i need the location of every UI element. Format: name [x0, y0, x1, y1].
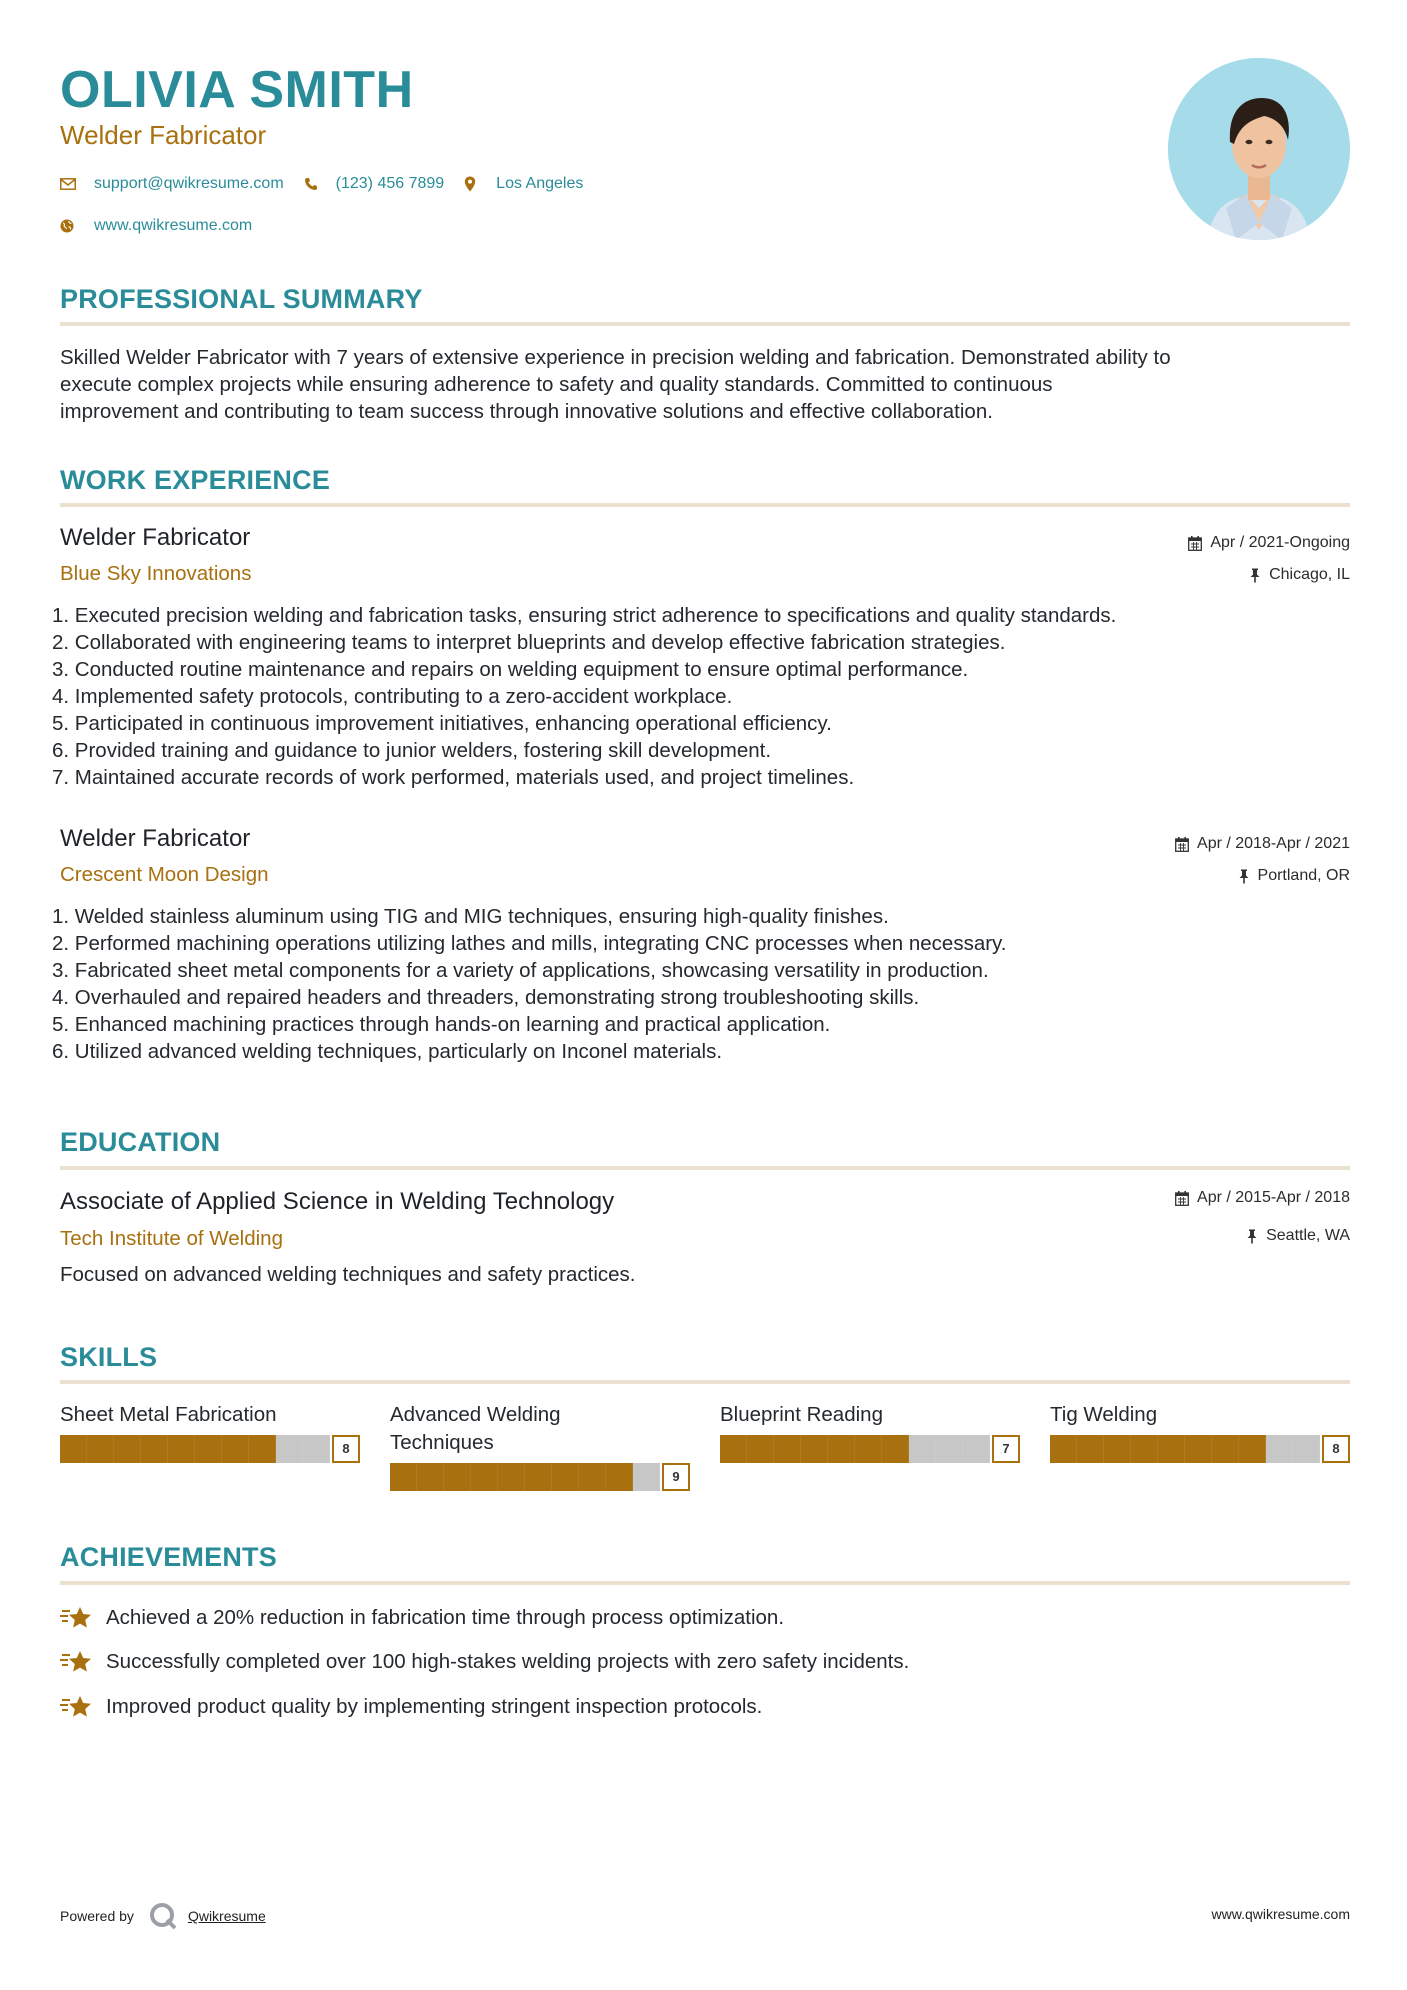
star-award-icon: [60, 1649, 94, 1675]
skill-item: [60, 1401, 360, 1463]
job-dates: Apr / 2018-Apr / 2021: [1175, 834, 1350, 854]
skill-bar-segment: [195, 1435, 222, 1463]
skill-item: [390, 1401, 690, 1491]
skill-bar-segment: [249, 1435, 276, 1463]
footer-powered-by: Powered by Qwikresume: [60, 1901, 266, 1931]
profile-photo: [1168, 58, 1350, 240]
skill-rating-value: 8: [1322, 1435, 1350, 1463]
qwikresume-link[interactable]: Qwikresume: [187, 1908, 266, 1924]
skill-bar-segment: [963, 1435, 990, 1463]
pushpin-icon: [1249, 568, 1261, 583]
skill-bar-segment: [114, 1435, 141, 1463]
skills-heading: SKILLS: [60, 1342, 158, 1372]
list-item: 4. Implemented safety protocols, contributing to a zero-accident workplace.: [52, 685, 733, 708]
section-divider: [60, 1380, 1350, 1384]
skill-bar-segment: [1131, 1435, 1158, 1463]
list-item: 7. Maintained accurate records of work performed, materials used, and project timelines.: [52, 766, 855, 789]
website-row: [60, 215, 252, 237]
location-text: Los Angeles: [496, 175, 584, 192]
skill-bar-track: [720, 1435, 990, 1463]
achievements-heading: ACHIEVEMENTS: [60, 1542, 277, 1572]
achievement-item: Improved product quality by implementing stringent inspection protocols.: [60, 1693, 762, 1721]
skill-bar-segment: [60, 1435, 87, 1463]
skill-rating-value: 7: [992, 1435, 1020, 1463]
skill-bar-segment: [444, 1463, 471, 1491]
skill-bar-segment: [828, 1435, 855, 1463]
candidate-role: Welder Fabricator: [60, 120, 267, 150]
list-item: 6. Utilized advanced welding techniques, particularly on Inconel materials.: [52, 1040, 723, 1063]
skill-bar-segment: [1239, 1435, 1266, 1463]
skill-bar-segment: [1104, 1435, 1131, 1463]
calendar-icon: [1188, 536, 1202, 551]
skill-bar-segment: [720, 1435, 747, 1463]
skill-bar-segment: [417, 1463, 444, 1491]
education-heading: EDUCATION: [60, 1127, 221, 1157]
skill-bar-segment: [936, 1435, 963, 1463]
skill-bar-segment: [141, 1435, 168, 1463]
skill-bar-segment: [222, 1435, 249, 1463]
degree-title: Associate of Applied Science in Welding Technology: [60, 1188, 615, 1215]
skill-rating-bar: [60, 1435, 360, 1463]
skill-rating-bar: [720, 1435, 1020, 1463]
calendar-icon: [1175, 837, 1189, 852]
skill-bar-segment: [525, 1463, 552, 1491]
list-item: 5. Participated in continuous improvement initiatives, enhancing operational efficiency.: [52, 712, 832, 735]
skill-label: Advanced Welding Techniques: [390, 1403, 561, 1454]
experience-heading: WORK EXPERIENCE: [60, 465, 331, 495]
skill-rating-bar: [390, 1463, 690, 1491]
skill-item: [1050, 1401, 1350, 1463]
pushpin-icon: [1246, 1229, 1258, 1244]
candidate-name: OLIVIA SMITH: [60, 61, 414, 119]
skill-bar-segment: [303, 1435, 330, 1463]
skill-bar-segment: [1185, 1435, 1212, 1463]
star-award-icon: [60, 1605, 94, 1631]
email-link[interactable]: support@qwikresume.com: [94, 175, 284, 192]
qwikresume-logo-icon: [148, 1901, 178, 1931]
skill-rating-value: 8: [332, 1435, 360, 1463]
list-item: 6. Provided training and guidance to junior welders, fostering skill development.: [52, 739, 772, 762]
education-location: Seattle, WA: [1246, 1226, 1350, 1246]
summary-heading: PROFESSIONAL SUMMARY: [60, 284, 423, 314]
list-item: 5. Enhanced machining practices through hands-on learning and practical application.: [52, 1013, 831, 1036]
skill-bar-segment: [855, 1435, 882, 1463]
skill-bar-segment: [774, 1435, 801, 1463]
skill-bar-track: [60, 1435, 330, 1463]
skill-bar-segment: [882, 1435, 909, 1463]
list-item: 3. Fabricated sheet metal components for a variety of applications, showcasing versatility in production.: [52, 959, 989, 982]
skill-bar-segment: [909, 1435, 936, 1463]
job-dates: Apr / 2021-Ongoing: [1188, 533, 1350, 553]
phone-text[interactable]: (123) 456 7899: [335, 175, 445, 192]
skill-label: Blueprint Reading: [720, 1403, 883, 1426]
job-company: Crescent Moon Design: [60, 863, 269, 886]
globe-icon: [60, 219, 74, 233]
job-bullets: [52, 602, 1352, 791]
skill-bar-track: [390, 1463, 660, 1491]
summary-line: execute complex projects while ensuring adherence to safety and quality standards. Committed to continuous: [60, 373, 1053, 396]
summary-line: improvement and contributing to team success through innovative solutions and effective collaboration.: [60, 400, 993, 423]
skill-bar-track: [1050, 1435, 1320, 1463]
skill-bar-segment: [552, 1463, 579, 1491]
section-divider: [60, 322, 1350, 326]
skill-bar-segment: [168, 1435, 195, 1463]
list-item: 3. Conducted routine maintenance and repairs on welding equipment to ensure optimal performance.: [52, 658, 969, 681]
skill-rating-value: 9: [662, 1463, 690, 1491]
section-divider: [60, 1581, 1350, 1585]
job-location: Chicago, IL: [1249, 565, 1350, 585]
education-dates: Apr / 2015-Apr / 2018: [1175, 1188, 1350, 1208]
skill-item: [720, 1401, 1020, 1463]
skill-label: Sheet Metal Fabrication: [60, 1403, 277, 1426]
pushpin-icon: [1238, 869, 1250, 884]
list-item: 1. Executed precision welding and fabrication tasks, ensuring strict adherence to specifications and quality standards.: [52, 604, 1117, 627]
phone-icon: [304, 177, 318, 191]
skill-rating-bar: [1050, 1435, 1350, 1463]
footer-url[interactable]: www.qwikresume.com: [1211, 1906, 1350, 1922]
skill-bar-segment: [390, 1463, 417, 1491]
skill-label: Tig Welding: [1050, 1403, 1158, 1426]
section-divider: [60, 1166, 1350, 1170]
job-bullets: [52, 903, 1352, 1065]
skill-bar-segment: [1212, 1435, 1239, 1463]
list-item: 4. Overhauled and repaired headers and threaders, demonstrating strong troubleshooting skills.: [52, 986, 920, 1009]
education-description: Focused on advanced welding techniques and safety practices.: [60, 1263, 636, 1286]
list-item: 2. Collaborated with engineering teams to interpret blueprints and develop effective fabrication strategies.: [52, 631, 1006, 654]
summary-line: Skilled Welder Fabricator with 7 years of extensive experience in precision welding and fabrication. Demonstrated ability to: [60, 346, 1171, 369]
list-item: 1. Welded stainless aluminum using TIG and MIG techniques, ensuring high-quality finishes.: [52, 905, 889, 928]
job-title: Welder Fabricator: [60, 524, 251, 551]
skill-bar-segment: [87, 1435, 114, 1463]
skill-bar-segment: [801, 1435, 828, 1463]
calendar-icon: [1175, 1191, 1189, 1206]
website-link[interactable]: www.qwikresume.com: [94, 217, 253, 234]
map-pin-icon: [464, 176, 476, 192]
envelope-icon: [60, 178, 76, 190]
achievement-item: Achieved a 20% reduction in fabrication time through process optimization.: [60, 1604, 784, 1632]
skill-bar-segment: [1293, 1435, 1320, 1463]
skill-bar-segment: [1158, 1435, 1185, 1463]
job-title: Welder Fabricator: [60, 825, 251, 852]
list-item: 2. Performed machining operations utilizing lathes and mills, integrating CNC processes when necessary.: [52, 932, 1007, 955]
skill-bar-segment: [1050, 1435, 1077, 1463]
skill-bar-segment: [633, 1463, 660, 1491]
job-location: Portland, OR: [1238, 866, 1350, 886]
skill-bar-segment: [498, 1463, 525, 1491]
skill-bar-segment: [471, 1463, 498, 1491]
skill-bar-segment: [606, 1463, 633, 1491]
achievement-item: Successfully completed over 100 high-stakes welding projects with zero safety incidents.: [60, 1648, 909, 1676]
contact-row: [60, 173, 583, 195]
skill-bar-segment: [276, 1435, 303, 1463]
skill-bar-segment: [1266, 1435, 1293, 1463]
skill-bar-segment: [747, 1435, 774, 1463]
section-divider: [60, 503, 1350, 507]
star-award-icon: [60, 1694, 94, 1720]
skill-bar-segment: [579, 1463, 606, 1491]
job-company: Blue Sky Innovations: [60, 562, 252, 585]
school-name: Tech Institute of Welding: [60, 1227, 283, 1250]
skill-bar-segment: [1077, 1435, 1104, 1463]
summary-text: [60, 344, 1350, 425]
